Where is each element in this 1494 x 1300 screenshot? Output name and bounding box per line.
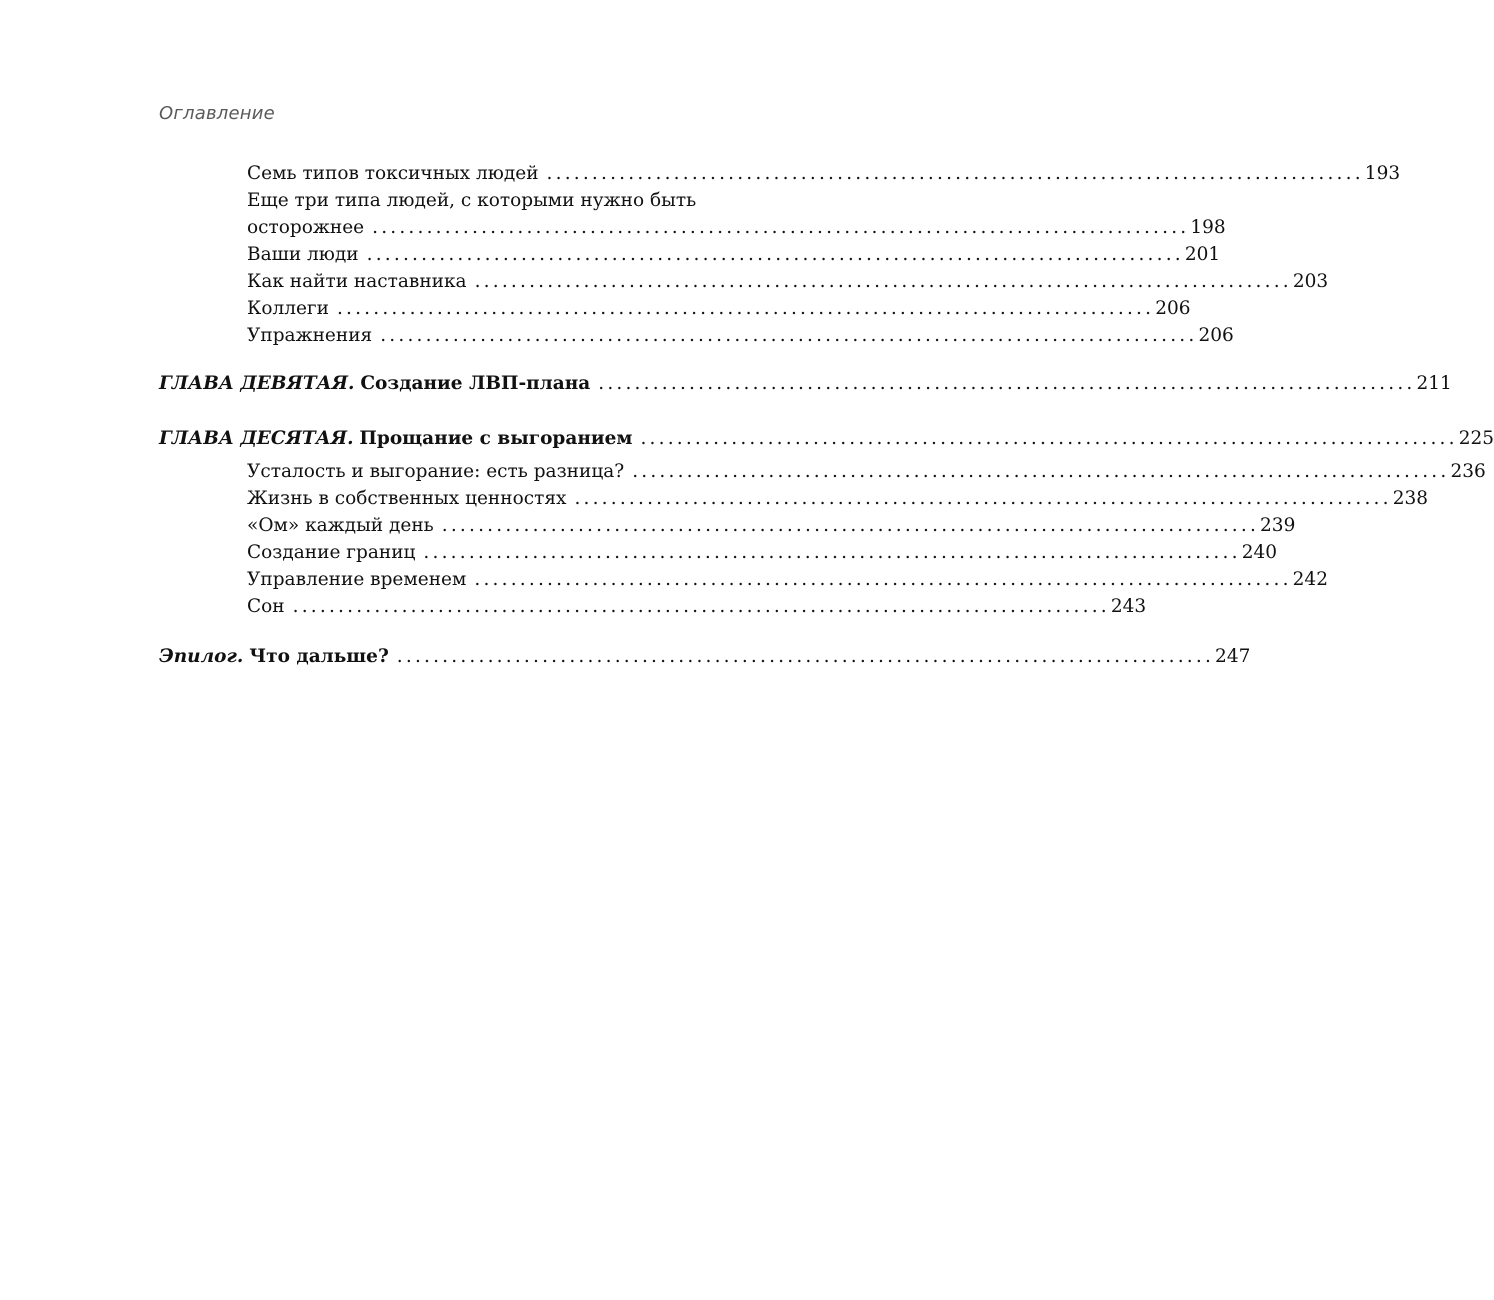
toc-entry-label-line1[interactable]: Еще три типа людей, с которыми нужно быть [247, 190, 697, 211]
toc-entry[interactable] [247, 593, 1147, 620]
chapter-kicker: ГЛАВА ДЕСЯТАЯ. [159, 428, 354, 449]
toc-entry-label: Управление временем [247, 569, 467, 590]
dot-leader: .......................................................................................... [372, 217, 1190, 238]
toc-entry-page: 239 [1260, 515, 1296, 536]
toc-entry-page: 242 [1292, 569, 1328, 590]
chapter-title: Что дальше? [249, 646, 389, 667]
dot-leader: .......................................................................................... [598, 373, 1416, 394]
toc-entry-page: 236 [1450, 461, 1486, 482]
toc-entry[interactable] [247, 160, 1401, 187]
toc-entry[interactable] [247, 566, 1328, 593]
dot-leader: .......................................................................................... [292, 596, 1110, 617]
toc-entry-page: 203 [1292, 271, 1329, 292]
toc-chapter-label [159, 370, 598, 397]
chapter-kicker: ГЛАВА ДЕВЯТАЯ. [159, 373, 355, 394]
toc-entry-label: Коллеги [247, 298, 329, 319]
toc-entry[interactable] [247, 512, 1296, 539]
toc-entry-page: 238 [1392, 488, 1429, 509]
running-head: Оглавление [159, 103, 275, 124]
dot-leader: .......................................................................................... [423, 542, 1241, 563]
toc-chapter-9[interactable] [159, 370, 1452, 397]
dot-leader: .......................................................................................... [336, 298, 1155, 319]
dot-leader: .......................................................................................... [396, 646, 1215, 667]
toc-chapter-page: 225 [1458, 428, 1494, 449]
toc-entry-page: 243 [1110, 596, 1147, 617]
toc-entry-label: осторожнее [247, 217, 365, 238]
dot-leader: .......................................................................................... [380, 325, 1198, 346]
toc-entry-label: Сон [247, 596, 285, 617]
toc-entry-label: Жизнь в собственных ценностях [247, 488, 567, 509]
toc-entry[interactable] [247, 268, 1329, 295]
toc-chapter-label [159, 425, 640, 452]
toc-entry-label: Упражнения [247, 325, 373, 346]
chapter-title: Прощание с выгоранием [359, 428, 633, 449]
toc-entry-label: Усталость и выгорание: есть разница? [247, 461, 625, 482]
toc-entry[interactable] [247, 322, 1234, 349]
toc-entry-label: «Ом» каждый день [247, 515, 434, 536]
chapter-title: Создание ЛВП-плана [360, 373, 591, 394]
toc-entry-page: 240 [1241, 542, 1277, 563]
dot-leader: .......................................................................................... [640, 428, 1458, 449]
toc-entry[interactable] [247, 539, 1277, 566]
toc-entry-label: Семь типов токсичных людей [247, 163, 539, 184]
toc-epilogue[interactable] [159, 643, 1251, 670]
toc-entry[interactable] [247, 485, 1429, 512]
dot-leader: .......................................................................................... [441, 515, 1260, 536]
toc-chapter-10[interactable] [159, 425, 1494, 452]
chapter-kicker: Эпилог. [159, 646, 244, 667]
dot-leader: .......................................................................................... [474, 569, 1292, 590]
toc-entry-label: Создание границ [247, 542, 416, 563]
toc-chapter-page: 247 [1215, 646, 1251, 667]
toc-chapter-label [159, 643, 397, 670]
toc-entry[interactable] [247, 295, 1191, 322]
toc-entry-page: 206 [1198, 325, 1234, 346]
dot-leader: .......................................................................................... [474, 271, 1292, 292]
toc-entry-page: 206 [1155, 298, 1191, 319]
toc-entry-page: 193 [1364, 163, 1401, 184]
dot-leader: .......................................................................................... [366, 244, 1184, 265]
dot-leader: .......................................................................................... [632, 461, 1450, 482]
dot-leader: .......................................................................................... [546, 163, 1364, 184]
toc-entry[interactable] [247, 458, 1486, 485]
toc-entry-label: Ваши люди [247, 244, 359, 265]
toc-chapter-page: 211 [1416, 373, 1452, 394]
toc-entry-label: Как найти наставника [247, 271, 467, 292]
toc-entry-page: 198 [1190, 217, 1226, 238]
dot-leader: .......................................................................................... [574, 488, 1392, 509]
toc-entry-page: 201 [1184, 244, 1221, 265]
toc-entry[interactable] [247, 241, 1221, 268]
toc-entry[interactable] [247, 214, 1226, 241]
